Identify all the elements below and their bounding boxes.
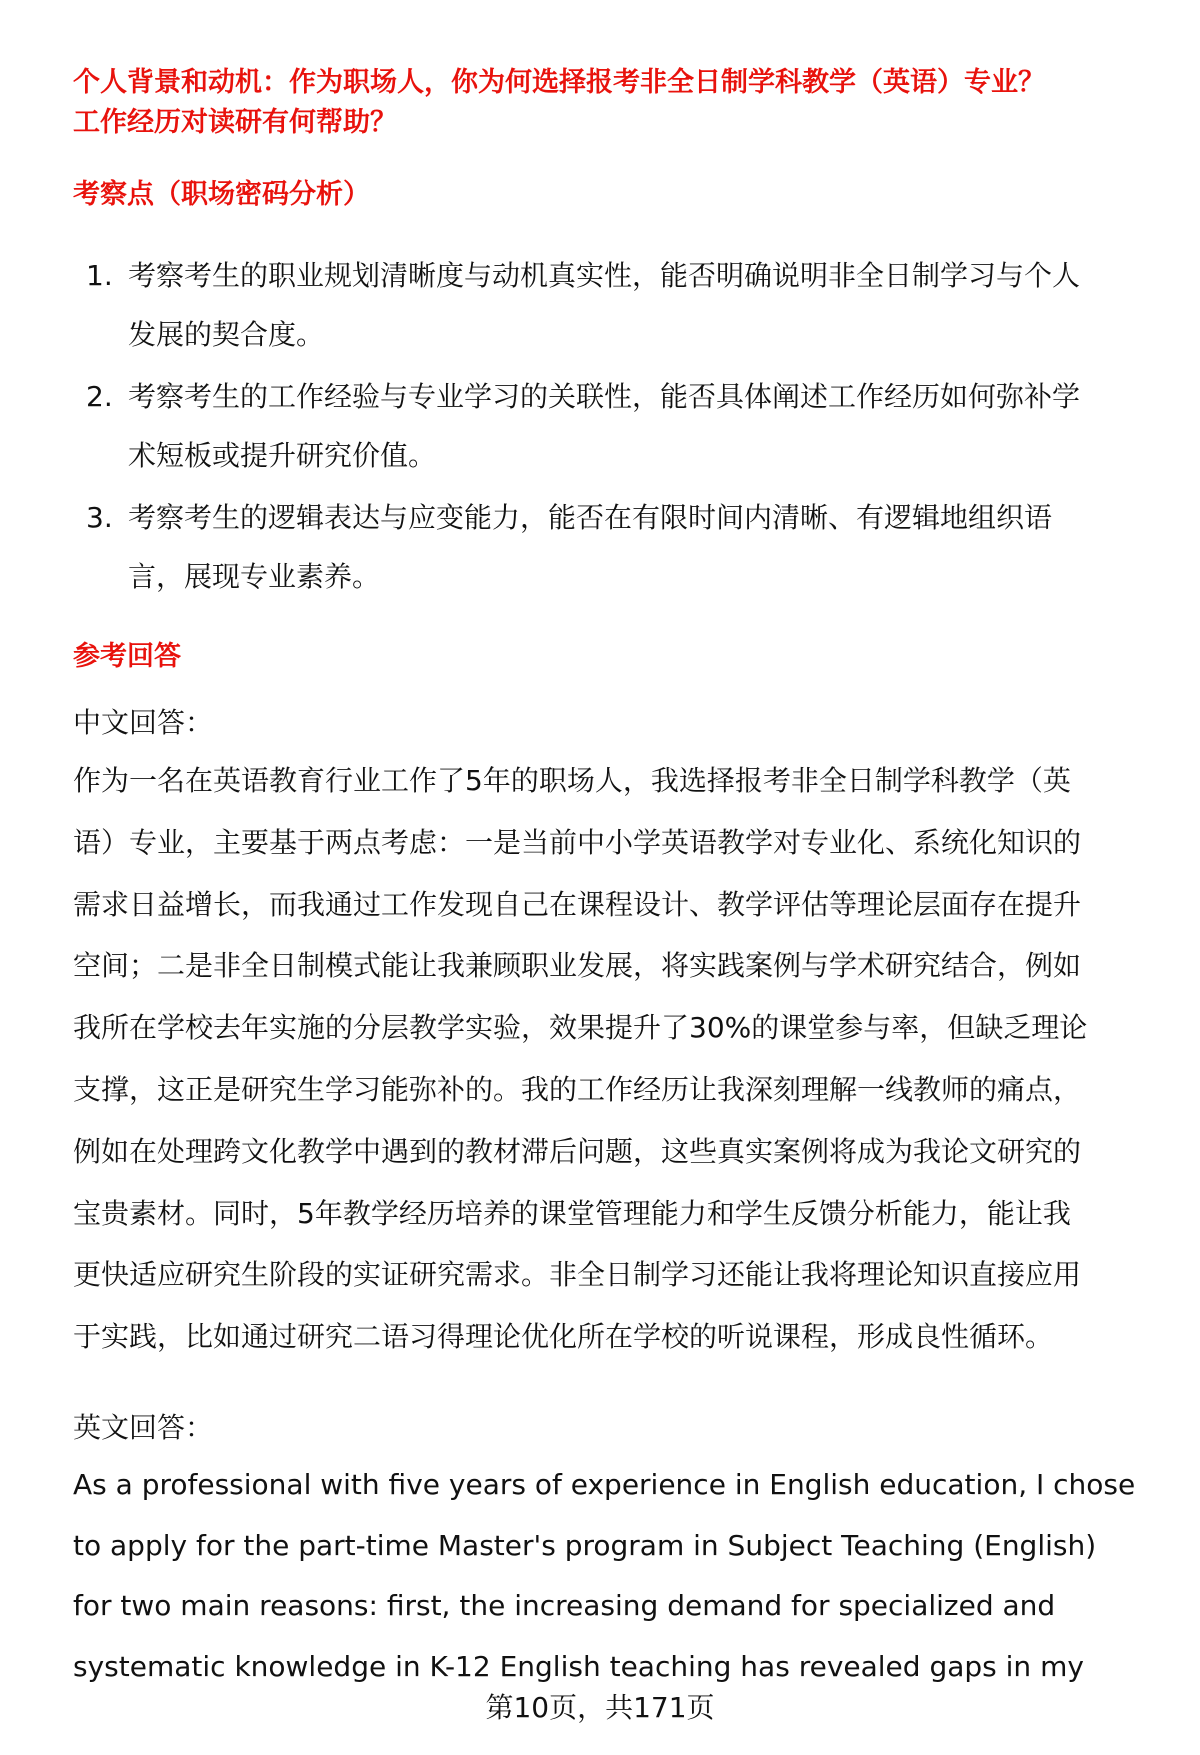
item-number: 3. — [86, 501, 113, 534]
assessment-heading: 考察点（职场密码分析） — [73, 179, 370, 210]
cn-answer-line: 支撑，这正是研究生学习能弥补的。我的工作经历让我深刻理解一线教师的痛点， — [73, 1073, 1082, 1106]
cn-answer-label: 中文回答： — [73, 706, 214, 739]
en-answer-line: to apply for the part-time Master's program in Subject Teaching (English) — [73, 1528, 1097, 1562]
cn-answer-line: 宝贵素材。同时，5年教学经历培养的课堂管理能力和学生反馈分析能力，能让我 — [73, 1196, 1071, 1230]
en-answer-line: systematic knowledge in K-12 English teaching has revealed gaps in my — [73, 1650, 1084, 1684]
cn-answer-line: 需求日益增长，而我通过工作发现自己在课程设计、教学评估等理论层面存在提升 — [73, 887, 1082, 921]
item-text: 考察考生的工作经验与专业学习的关联性，能否具体阐述工作经历如何弥补学 — [128, 380, 1081, 413]
item-text: 考察考生的逻辑表达与应变能力，能否在有限时间内清晰、有逻辑地组织语 — [128, 501, 1053, 534]
cn-answer-line: 空间；二是非全日制模式能让我兼顾职业发展，将实践案例与学术研究结合，例如 — [73, 949, 1082, 983]
item-number: 1. — [86, 259, 113, 292]
cn-answer-line: 例如在处理跨文化教学中遇到的教材滞后问题，这些真实案例将成为我论文研究的 — [73, 1134, 1082, 1168]
question-line: 个人背景和动机：作为职场人，你为何选择报考非全日制学科教学（英语）专业？ — [73, 67, 1045, 98]
cn-answer-line: 作为一名在英语教育行业工作了5年的职场人，我选择报考非全日制学科教学（英 — [73, 764, 1071, 797]
en-answer-label: 英文回答： — [73, 1411, 214, 1444]
en-answer-line: for two main reasons: first, the increasing demand for specialized and — [73, 1589, 1056, 1623]
cn-answer-line: 语）专业，主要基于两点考虑：一是当前中小学英语教学对专业化、系统化知识的 — [73, 825, 1082, 859]
cn-answer-line: 我所在学校去年实施的分层教学实验，效果提升了30%的课堂参与率，但缺乏理论 — [73, 1011, 1088, 1045]
item-number: 2. — [86, 380, 113, 413]
page-footer: 第10页，共171页 — [485, 1691, 715, 1724]
cn-answer-line: 于实践，比如通过研究二语习得理论优化所在学校的听说课程，形成良性循环。 — [73, 1320, 1054, 1354]
cn-answer-line: 更快适应研究生阶段的实证研究需求。非全日制学习还能让我将理论知识直接应用 — [73, 1258, 1082, 1292]
en-answer-line: As a professional with five years of experience in English education, I chose — [73, 1468, 1136, 1501]
item-text: 考察考生的职业规划清晰度与动机真实性，能否明确说明非全日制学习与个人 — [128, 259, 1081, 292]
reference-heading: 参考回答 — [73, 641, 181, 672]
item-text: 发展的契合度。 — [128, 318, 325, 351]
item-text: 言，展现专业素养。 — [128, 560, 381, 593]
item-text: 术短板或提升研究价值。 — [128, 439, 437, 472]
question-line: 工作经历对读研有何帮助？ — [73, 107, 397, 138]
